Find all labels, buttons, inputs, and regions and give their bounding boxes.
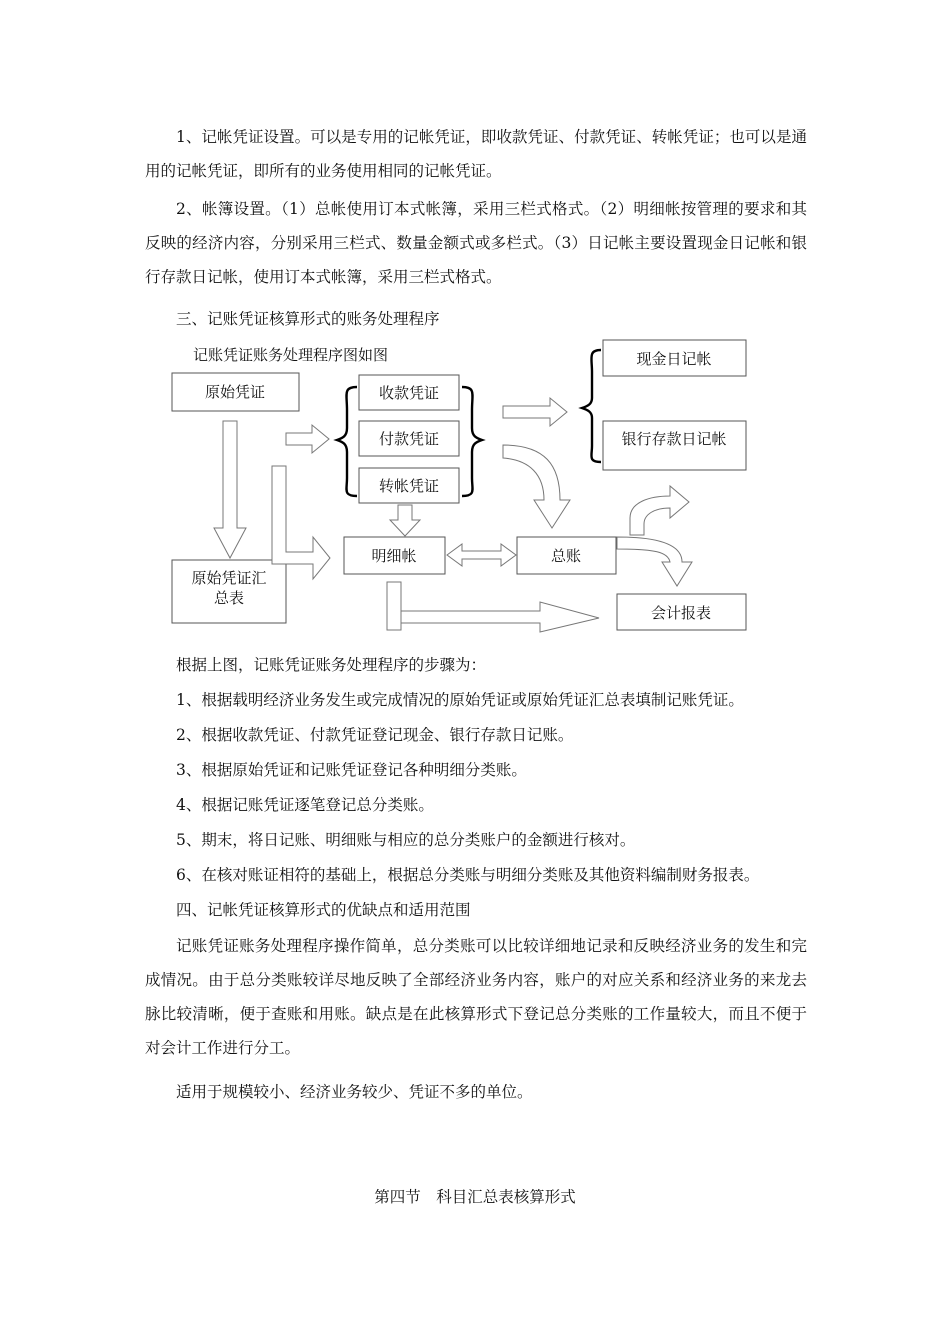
svg-text:付款凭证: 付款凭证 [378, 430, 440, 448]
arrow-vouchers-to-journals [503, 398, 567, 426]
box-receipt-voucher [359, 375, 459, 410]
box-general-ledger [517, 537, 616, 574]
arrow-vouchers-to-detail [390, 505, 420, 536]
arrow-vouchers-to-general [503, 445, 570, 528]
brace-left [337, 387, 357, 496]
svg-text:收款凭证: 收款凭证 [378, 384, 440, 402]
paragraph-applicability: 适用于规模较小、经济业务较少、凭证不多的单位。 [176, 1083, 533, 1101]
flow-diagram [0, 330, 950, 640]
paragraph-step-4: 4、根据记账凭证逐笔登记总分类账。 [176, 796, 434, 814]
paragraph-pros-cons: 记账凭证账务处理程序操作简单，总分类账可以比较详细地记录和反映经济业务的发生和完成情况。由于总分类账较详尽地反映了全部经济业务内容，账户的对应关系和经济业务的来龙去脉比较清晰，便于查账和用账。缺点是在此核算形式下登记总分类账的工作量较大，而且不便于对会计工作进行分工。 [145, 937, 807, 1057]
box-detail-ledger [344, 537, 445, 574]
paragraph-step-2: 2、根据收款凭证、付款凭证登记现金、银行存款日记账。 [176, 726, 574, 744]
paragraph-step-5: 5、期末，将日记账、明细账与相应的总分类账户的金额进行核对。 [176, 831, 636, 849]
box-accounting-report [617, 594, 746, 630]
paragraph-step-3: 3、根据原始凭证和记账凭证登记各种明细分类账。 [176, 761, 527, 779]
paragraph-book-setup: 2、帐簿设置。（1）总帐使用订本式帐簿，采用三栏式格式。（2）明细帐按管理的要求和其反映的经济内容，分别采用三栏式、数量金额式或多栏式。（3）日记帐主要设置现金日记帐和银行存款日记帐，使用订本式帐簿，采用三栏式格式。 [145, 200, 807, 286]
svg-text:明细帐: 明细帐 [371, 547, 417, 565]
arrow-detail-general-double [447, 544, 516, 566]
heading-pros-cons: 四、记帐凭证核算形式的优缺点和适用范围 [176, 901, 471, 919]
box-original-voucher [172, 373, 299, 411]
box-cash-journal [603, 340, 746, 376]
svg-text:原始凭证汇: 原始凭证汇 [191, 569, 267, 587]
brace-journals [582, 350, 601, 462]
diagram-caption: 记账凭证账务处理程序图如图 [193, 346, 389, 364]
paragraph-step-1: 1、根据载明经济业务发生或完成情况的原始凭证或原始凭证汇总表填制记账凭证。 [176, 691, 744, 709]
arrow-original-to-vouchers [286, 425, 329, 453]
box-summary-table [172, 560, 286, 623]
heading-procedure: 三、记账凭证核算形式的账务处理程序 [176, 310, 440, 328]
svg-text:现金日记帐: 现金日记帐 [636, 350, 712, 368]
svg-text:原始凭证: 原始凭证 [204, 383, 266, 401]
arrow-detail-report-stem [387, 582, 401, 630]
svg-text:总账: 总账 [550, 547, 582, 565]
paragraph-step-6: 6、在核对账证相符的基础上，根据总分类账与明细分类账及其他资料编制财务报表。 [176, 866, 760, 884]
arrow-detail-to-report [401, 602, 599, 632]
box-bank-journal [603, 421, 746, 470]
section-heading: 第四节 科目汇总表核算形式 [374, 1188, 576, 1206]
svg-text:会计报表: 会计报表 [650, 604, 712, 622]
arrow-summary-to-detail [272, 466, 330, 579]
svg-text:总表: 总表 [213, 589, 245, 607]
arrow-general-to-report [617, 537, 692, 586]
brace-right [462, 387, 482, 496]
box-payment-voucher [359, 421, 459, 456]
arrow-original-to-summary [214, 421, 246, 558]
svg-text:转帐凭证: 转帐凭证 [378, 477, 440, 495]
box-transfer-voucher [359, 468, 459, 503]
svg-text:银行存款日记帐: 银行存款日记帐 [621, 430, 727, 448]
paragraph-steps-intro: 根据上图，记账凭证账务处理程序的步骤为： [176, 656, 487, 674]
paragraph-voucher-setup: 1、记帐凭证设置。可以是专用的记帐凭证，即收款凭证、付款凭证、转帐凭证；也可以是通用的记帐凭证，即所有的业务使用相同的记帐凭证。 [145, 128, 807, 180]
arrow-general-to-journals [630, 486, 689, 535]
